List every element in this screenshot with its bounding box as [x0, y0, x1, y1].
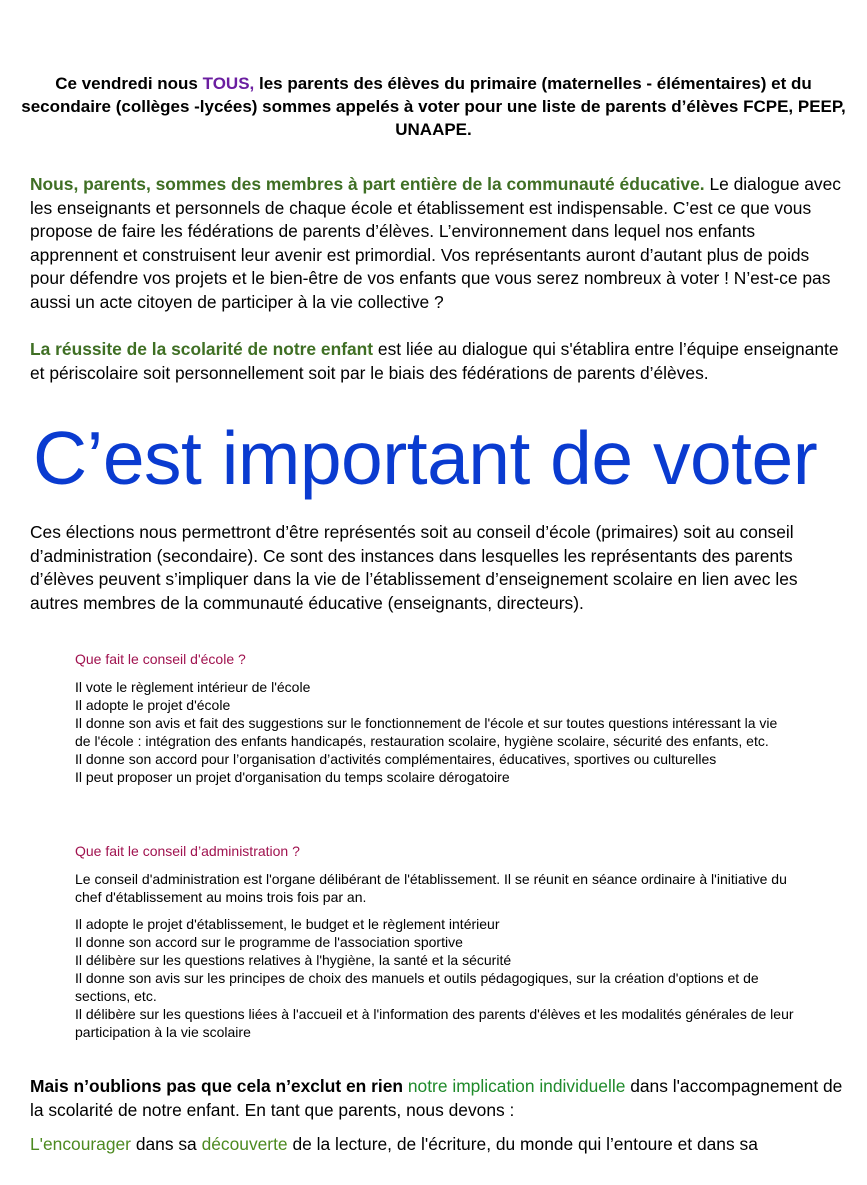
list-item: Il vote le règlement intérieur de l'école: [75, 679, 311, 695]
paragraph-community-lead: Nous, parents, sommes des membres à part entière de la communauté éducative.: [30, 174, 705, 194]
paragraph-elections: Ces élections nous permettront d’être représentés soit au conseil d’école (primaires) soit au conseil d’administration (secondaire). Ce sont des instances dans lesquelles les représentants des parents d’élèves peuvent s’impliquer dans la vie de l’établissement d’enseignement scolaire en lien avec les autres membres de la communauté éducative (enseignants, directeurs).: [30, 522, 798, 613]
list-item: Il adopte le projet d'école: [75, 697, 231, 713]
intro-text-after: les parents des élèves du primaire (maternelles - élémentaires) et du secondaire (collèges -lycées) sommes appelés à voter pour une liste de parents d’élèves FCPE, PEEP, UNAAPE.: [21, 74, 846, 139]
section-conseil-ecole: [75, 650, 795, 786]
section-heading: Que fait le conseil d'école ?: [75, 651, 246, 667]
section-conseil-administration: [75, 842, 795, 1041]
intro-text-before: Ce vendredi nous: [55, 74, 203, 93]
paragraph-community: [30, 173, 845, 314]
paragraph-success-text: est liée au dialogue qui s'établira entre l’équipe enseignante et périscolaire soit personnellement soit par le biais des fédérations de parents d’élèves.: [30, 339, 839, 383]
paragraph-involvement-text: dans l'accompagnement de la scolarité de notre enfant. En tant que parents, nous devons :: [30, 1076, 843, 1120]
section-heading: Que fait le conseil d’administration ?: [75, 843, 300, 859]
discovery-word: découverte: [201, 1134, 288, 1154]
list-item: Il donne son accord sur le programme de l'association sportive: [75, 934, 463, 950]
list-item: Il peut proposer un projet d'organisation du temps scolaire dérogatoire: [75, 769, 510, 785]
list-item: Il donne son avis et fait des suggestions sur le fonctionnement de l'école et sur toutes questions intéressant la vie de l'école : intégration des enfants handicapés, restauration scolaire, hygiène scolaire, sécurité des enfants, etc.: [75, 715, 778, 749]
list-item: Il délibère sur les questions liées à l'accueil et à l'information des parents d'élèves et les modalités générales de leur participation à la vie scolaire: [75, 1006, 794, 1040]
list-item: Il adopte le projet d'établissement, le budget et le règlement intérieur: [75, 916, 500, 932]
paragraph-encourage: [30, 1133, 845, 1157]
paragraph-success-lead: La réussite de la scolarité de notre enfant: [30, 339, 374, 359]
list-item: Il donne son avis sur les principes de choix des manuels et outils pédagogiques, sur la création d'options et de sections, etc.: [75, 970, 759, 1004]
list-item: Il délibère sur les questions relatives à l'hygiène, la santé et la sécurité: [75, 952, 512, 968]
page-title: C’est important de voter: [33, 416, 818, 500]
paragraph-community-text: Le dialogue avec les enseignants et personnels de chaque école et établissement est indispensable. C’est ce que vous propose de faire les fédérations de parents d’élèves. L’environnement dans lequel nos enfants apprennent et construisent leur avenir est primordial. Vos représentants auront d’autant plus de poids pour défendre vos projets et le bien-être de vos enfants que vous serez nombreux à voter ! N’est-ce pas aussi un acte citoyen de participer à la vie collective ?: [30, 174, 841, 312]
intro-paragraph: [20, 72, 847, 141]
paragraph-involvement-green: notre implication individuelle: [407, 1076, 626, 1096]
intro-highlight: TOUS,: [202, 74, 255, 93]
encourage-text-1: dans sa: [130, 1134, 202, 1154]
paragraph-involvement: [30, 1075, 845, 1122]
paragraph-involvement-bold: Mais n’oublions pas que cela n’exclut en rien: [30, 1076, 408, 1096]
section-intro: Le conseil d'administration est l'organe délibérant de l'établissement. Il se réunit en séance ordinaire à l'initiative du chef d'établissement au moins trois fois par an.: [75, 871, 787, 905]
encourage-word: L'encourager: [30, 1134, 131, 1154]
list-item: Il donne son accord pour l’organisation d’activités complémentaires, éducatives, sportives ou culturelles: [75, 751, 717, 767]
paragraph-success: [30, 338, 845, 385]
encourage-text-2: de la lecture, de l'écriture, du monde qui l’entoure et dans sa: [287, 1134, 758, 1154]
